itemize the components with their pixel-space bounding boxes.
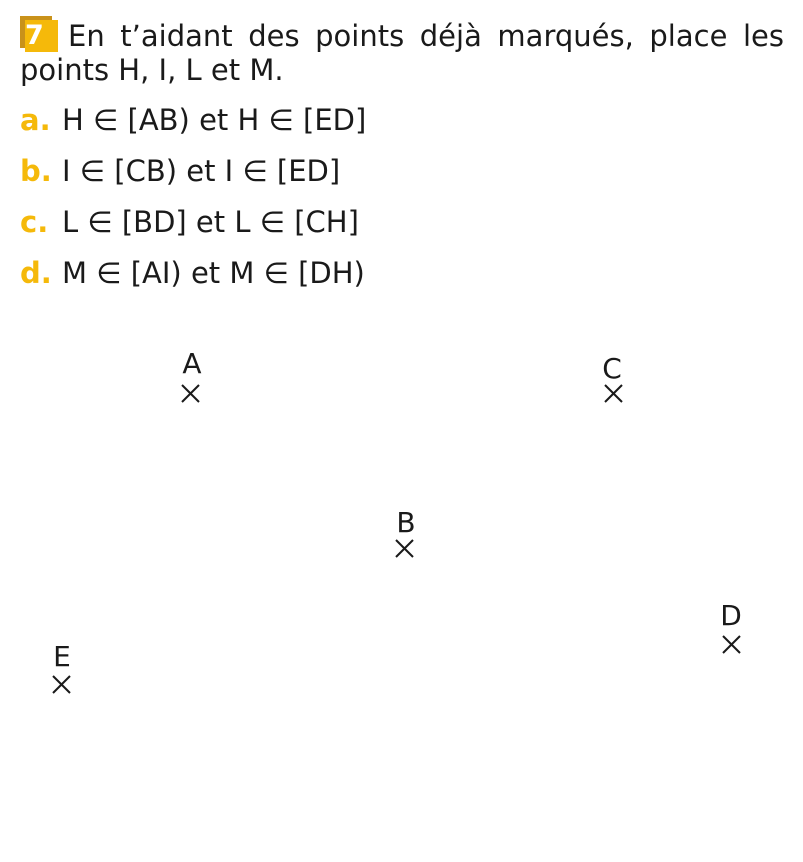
question-d bbox=[20, 256, 784, 290]
question-letter: a. bbox=[20, 103, 51, 137]
question-text: I ∈ [CB) et I ∈ [ED] bbox=[62, 154, 341, 188]
exercise-7 bbox=[20, 16, 784, 307]
point-b bbox=[396, 506, 416, 557]
point-d bbox=[720, 599, 742, 653]
point-label-b: B bbox=[396, 506, 416, 539]
point-a bbox=[182, 347, 202, 402]
point-label-c: C bbox=[602, 352, 622, 385]
point-label-d: D bbox=[720, 599, 742, 632]
point-label-a: A bbox=[182, 347, 202, 380]
exercise-number: 7 bbox=[25, 20, 58, 52]
exercise-number-badge bbox=[20, 16, 58, 52]
question-list bbox=[20, 103, 784, 290]
point-e bbox=[53, 640, 71, 693]
question-text: M ∈ [AI) et M ∈ [DH) bbox=[62, 256, 365, 290]
cross-mark-b bbox=[396, 540, 413, 557]
question-text: L ∈ [BD] et L ∈ [CH] bbox=[62, 205, 359, 239]
question-text: H ∈ [AB) et H ∈ [ED] bbox=[62, 103, 367, 137]
cross-mark-c bbox=[605, 385, 622, 402]
question-letter: c. bbox=[20, 205, 49, 239]
question-c bbox=[20, 205, 784, 239]
question-a bbox=[20, 103, 784, 137]
point-c bbox=[602, 352, 622, 402]
question-b bbox=[20, 154, 784, 188]
statement-text: En t’aidant des points déjà marqués, place les points H, I, L et M. bbox=[20, 19, 784, 87]
question-letter: b. bbox=[20, 154, 52, 188]
cross-mark-a bbox=[182, 385, 199, 402]
question-letter: d. bbox=[20, 256, 52, 290]
cross-mark-d bbox=[723, 636, 740, 653]
exercise-statement bbox=[20, 16, 784, 87]
point-label-e: E bbox=[53, 640, 71, 673]
cross-mark-e bbox=[53, 676, 70, 693]
